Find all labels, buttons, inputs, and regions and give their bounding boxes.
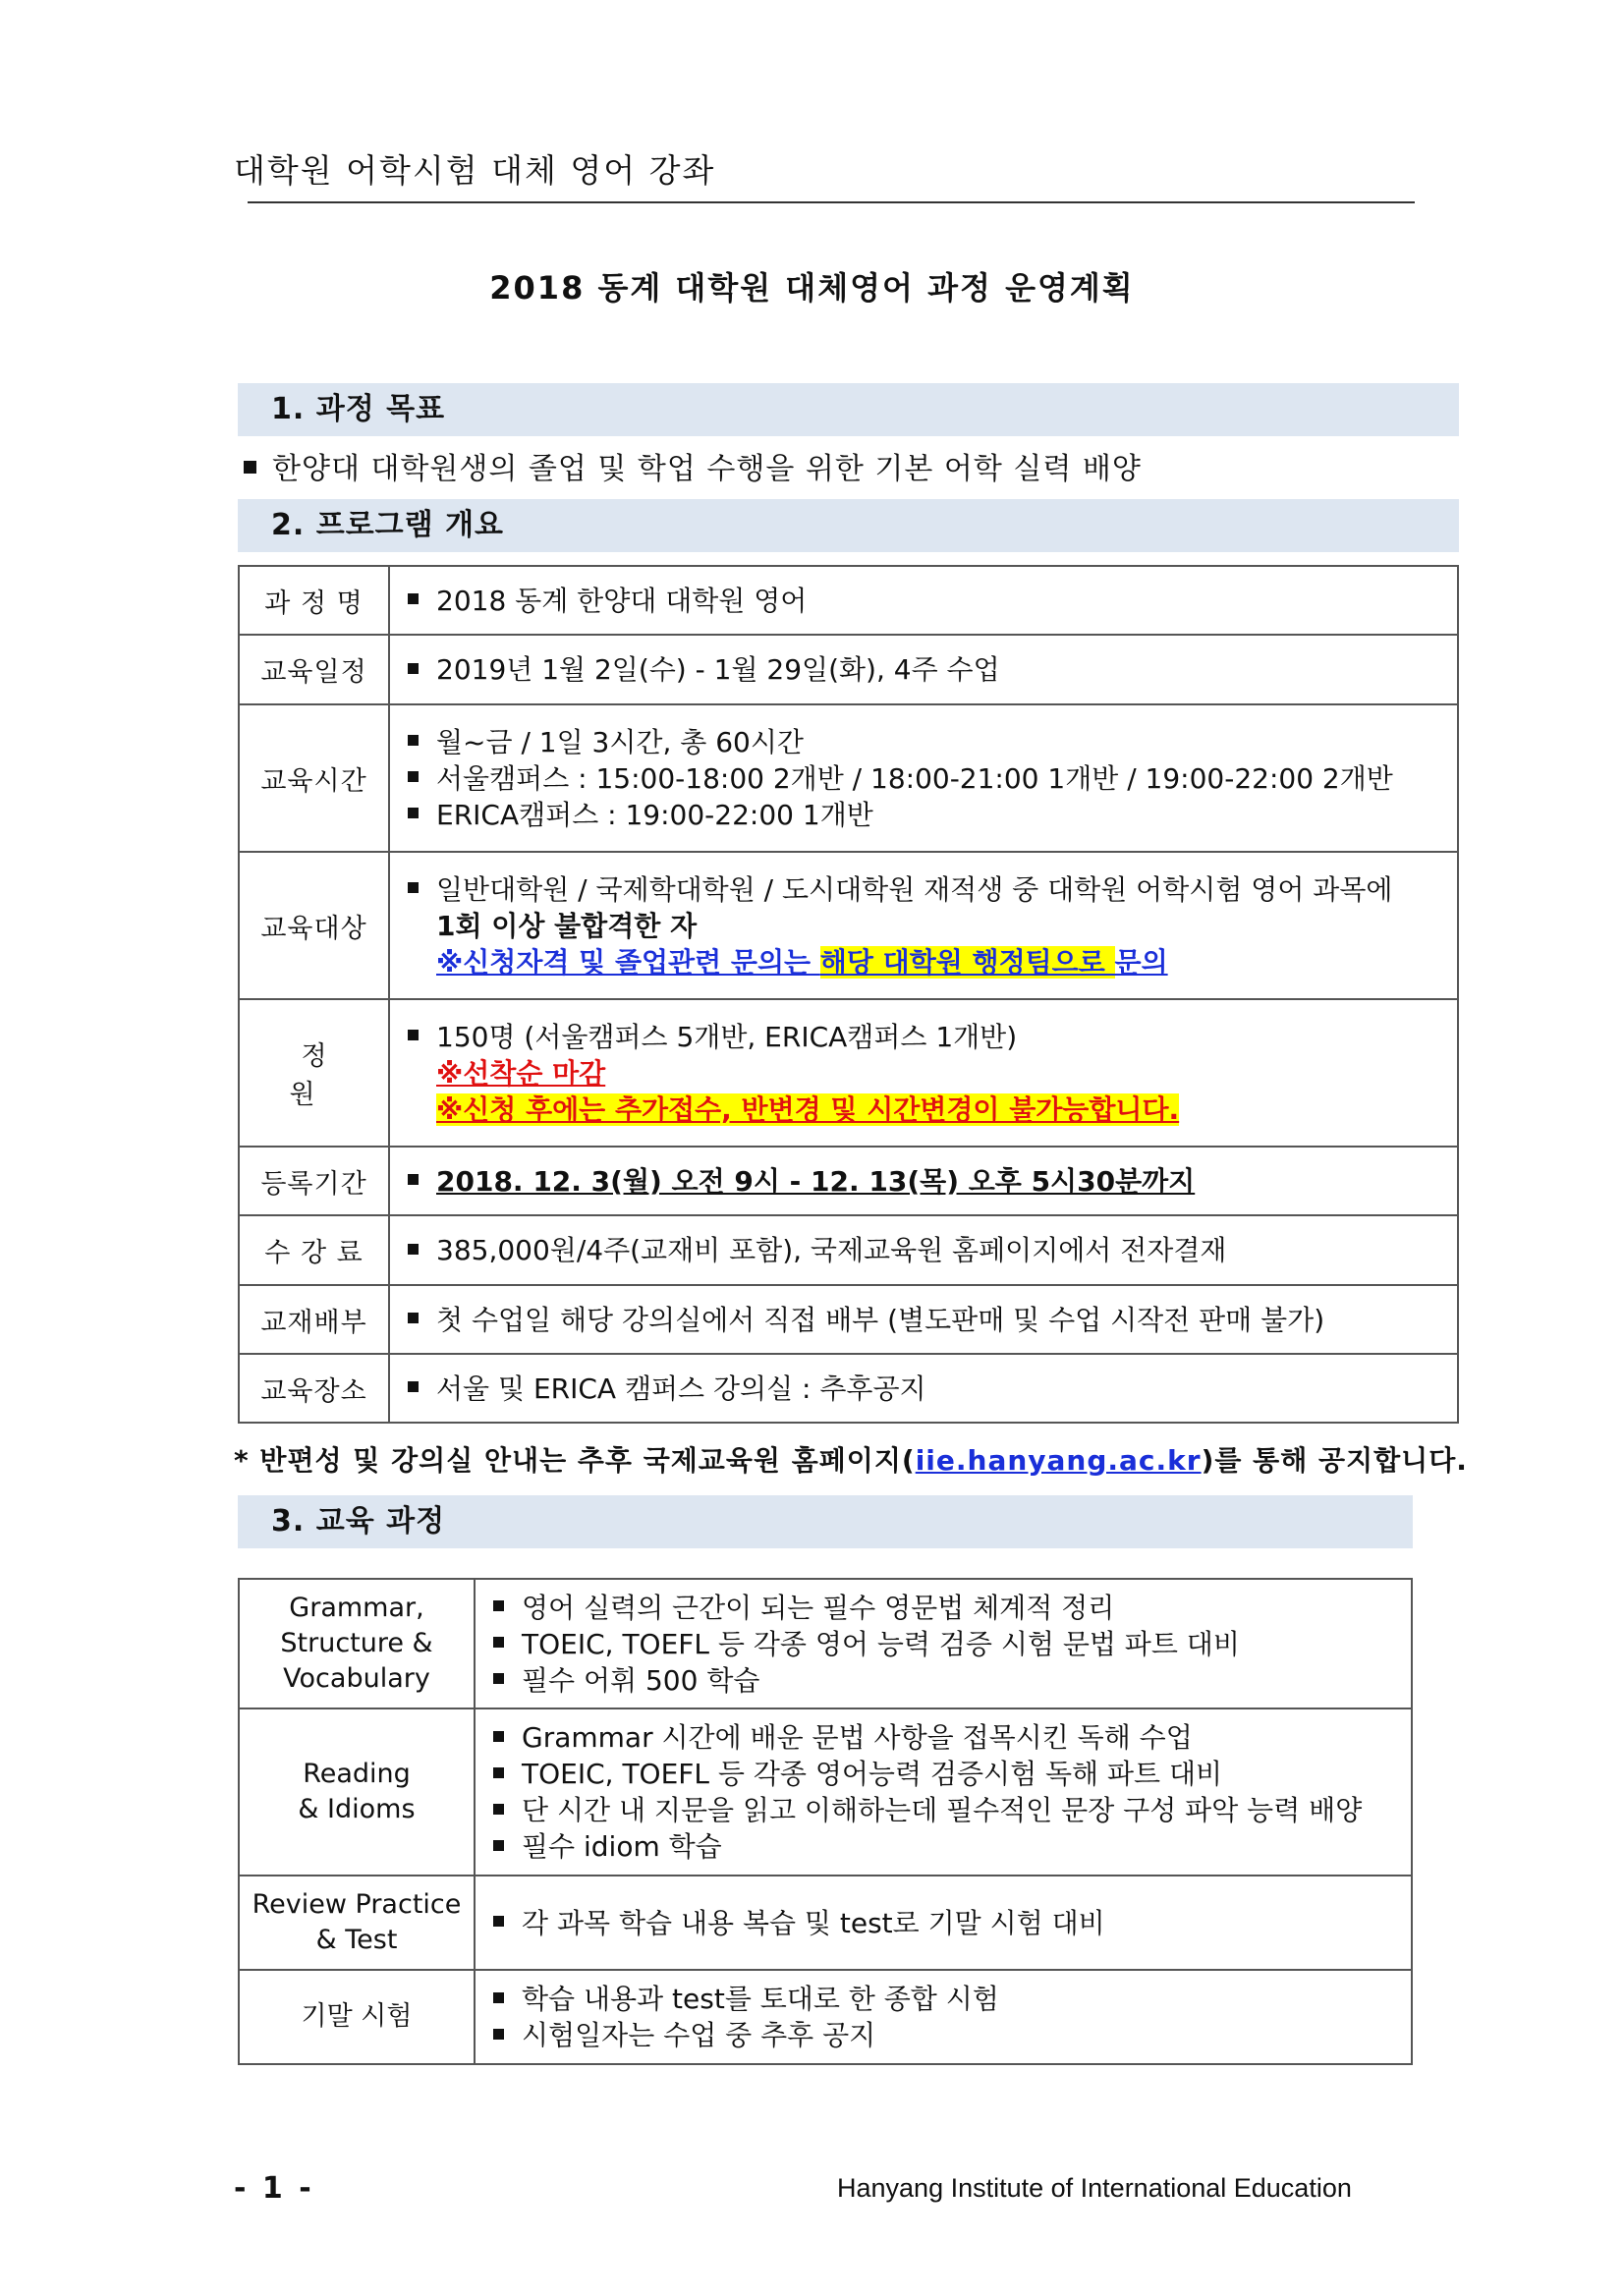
table-row bbox=[239, 704, 1458, 852]
square-bullet-icon bbox=[408, 882, 419, 893]
square-bullet-icon bbox=[493, 1637, 504, 1648]
section-2-heading: 2. 프로그램 개요 bbox=[238, 499, 1459, 552]
table-row bbox=[239, 1708, 1412, 1876]
row-label: 수 강 료 bbox=[239, 1215, 389, 1285]
section-1-bullet bbox=[244, 444, 1142, 487]
first-come-note: ※선착순 마감 bbox=[436, 1056, 606, 1090]
square-bullet-icon bbox=[408, 663, 419, 674]
inquiry-note: ※신청자격 및 졸업관련 문의는 bbox=[436, 945, 820, 979]
row-content: 일반대학원 / 국제학대학원 / 도시대학원 재적생 중 대학원 어학시험 영어 과목에 1회 이상 불합격한 자 ※신청자격 및 졸업관련 문의는 해당 대학원 행정팀으로 문의 bbox=[389, 852, 1458, 999]
row-label: 교육시간 bbox=[239, 704, 389, 852]
row-content: 서울 및 ERICA 캠퍼스 강의실 : 추후공지 bbox=[389, 1354, 1458, 1423]
course-label: Reading & Idioms bbox=[239, 1708, 475, 1876]
course-content: 학습 내용과 test를 토대로 한 종합 시험 시험일자는 수업 중 추후 공지 bbox=[475, 1970, 1412, 2064]
square-bullet-icon bbox=[493, 2029, 504, 2040]
registration-period: 2018. 12. 3(월) 오전 9시 - 12. 13(목) 오후 5시30분까지 bbox=[436, 1164, 1196, 1198]
square-bullet-icon bbox=[408, 735, 419, 746]
square-bullet-icon bbox=[493, 1767, 504, 1778]
homepage-link[interactable]: iie.hanyang.ac.kr bbox=[915, 1444, 1202, 1477]
square-bullet-icon bbox=[493, 1731, 504, 1742]
course-label: 기말 시험 bbox=[239, 1970, 475, 2064]
row-content: 2018 동계 한양대 대학원 영어 bbox=[389, 566, 1458, 635]
table-row bbox=[239, 635, 1458, 704]
row-label: 교재배부 bbox=[239, 1285, 389, 1354]
square-bullet-icon bbox=[493, 1840, 504, 1851]
course-content: 영어 실력의 근간이 되는 필수 영문법 체계적 정리 TOEIC, TOEFL 등 각종 영어 능력 검증 시험 문법 파트 대비 필수 어휘 500 학습 bbox=[475, 1579, 1412, 1708]
table-row bbox=[239, 1215, 1458, 1285]
curriculum-table bbox=[238, 1578, 1413, 2065]
course-content: Grammar 시간에 배운 문법 사항을 접목시킨 독해 수업 TOEIC, TOEFL 등 각종 영어능력 검증시험 독해 파트 대비 단 시간 내 지문을 읽고 이해하는데 필수적인 문장 구성 파악 능력 배양 필수 idiom 학습 bbox=[475, 1708, 1412, 1876]
row-label: 교육대상 bbox=[239, 852, 389, 999]
square-bullet-icon bbox=[493, 1992, 504, 2003]
row-label: 과 정 명 bbox=[239, 566, 389, 635]
course-label: Grammar, Structure & Vocabulary bbox=[239, 1579, 475, 1708]
row-label: 정 원 bbox=[239, 999, 389, 1147]
no-change-warning: ※신청 후에는 추가접수, 반변경 및 시간변경이 불가능합니다. bbox=[436, 1092, 1180, 1126]
square-bullet-icon bbox=[408, 771, 419, 782]
row-content: 월~금 / 1일 3시간, 총 60시간 서울캠퍼스 : 15:00-18:00 2개반 / 18:00-21:00 1개반 / 19:00-22:00 2개반 ERICA캠퍼스 : 19:00-22:00 1개반 bbox=[389, 704, 1458, 852]
square-bullet-icon bbox=[408, 808, 419, 818]
square-bullet-icon bbox=[493, 1673, 504, 1684]
section-1-heading: 1. 과정 목표 bbox=[238, 383, 1459, 436]
square-bullet-icon bbox=[493, 1600, 504, 1611]
course-content: 각 과목 학습 내용 복습 및 test로 기말 시험 대비 bbox=[475, 1876, 1412, 1970]
table-row bbox=[239, 1876, 1412, 1970]
row-content: 385,000원/4주(교재비 포함), 국제교육원 홈페이지에서 전자결재 bbox=[389, 1215, 1458, 1285]
goal-text: 한양대 대학원생의 졸업 및 학업 수행을 위한 기본 어학 실력 배양 bbox=[272, 452, 1142, 486]
table-row bbox=[239, 1354, 1458, 1423]
inquiry-word: 문의 bbox=[1114, 945, 1168, 979]
square-bullet-icon bbox=[493, 1916, 504, 1927]
footer-institute: Hanyang Institute of International Education bbox=[837, 2173, 1352, 2203]
row-content: 첫 수업일 해당 강의실에서 직접 배부 (별도판매 및 수업 시작전 판매 불가) bbox=[389, 1285, 1458, 1354]
table-row bbox=[239, 566, 1458, 635]
square-bullet-icon bbox=[408, 1313, 419, 1323]
program-overview-table bbox=[238, 565, 1459, 1424]
square-bullet-icon bbox=[408, 1381, 419, 1392]
row-label: 교육장소 bbox=[239, 1354, 389, 1423]
table-row bbox=[239, 1147, 1458, 1215]
row-label: 등록기간 bbox=[239, 1147, 389, 1215]
table-row bbox=[239, 1285, 1458, 1354]
page-number: - 1 - bbox=[234, 2171, 314, 2206]
page-header: 대학원 어학시험 대체 영어 강좌 bbox=[234, 151, 716, 190]
footnote: * 반편성 및 강의실 안내는 추후 국제교육원 홈페이지(iie.hanyang.ac.kr)를 통해 공지합니다. bbox=[234, 1444, 1468, 1477]
square-bullet-icon bbox=[493, 1804, 504, 1815]
section-3-heading: 3. 교육 과정 bbox=[238, 1495, 1413, 1548]
row-content bbox=[389, 1147, 1458, 1215]
header-rule bbox=[248, 201, 1415, 203]
eligibility-text: 1회 이상 불합격한 자 bbox=[436, 909, 698, 942]
square-bullet-icon bbox=[408, 593, 419, 604]
table-row bbox=[239, 852, 1458, 999]
row-content: 2019년 1월 2일(수) - 1월 29일(화), 4주 수업 bbox=[389, 635, 1458, 704]
square-bullet-icon bbox=[408, 1174, 419, 1185]
row-content: 150명 (서울캠퍼스 5개반, ERICA캠퍼스 1개반) ※선착순 마감 ※신청 후에는 추가접수, 반변경 및 시간변경이 불가능합니다. bbox=[389, 999, 1458, 1147]
admin-team-highlight: 해당 대학원 행정팀으로 bbox=[819, 945, 1115, 979]
table-row bbox=[239, 1970, 1412, 2064]
row-label: 교육일정 bbox=[239, 635, 389, 704]
square-bullet-icon bbox=[408, 1244, 419, 1255]
table-row bbox=[239, 999, 1458, 1147]
square-bullet-icon bbox=[244, 461, 256, 474]
document-title: 2018 동계 대학원 대체영어 과정 운영계획 bbox=[489, 269, 1135, 307]
square-bullet-icon bbox=[408, 1030, 419, 1040]
course-label: Review Practice & Test bbox=[239, 1876, 475, 1970]
table-row bbox=[239, 1579, 1412, 1708]
